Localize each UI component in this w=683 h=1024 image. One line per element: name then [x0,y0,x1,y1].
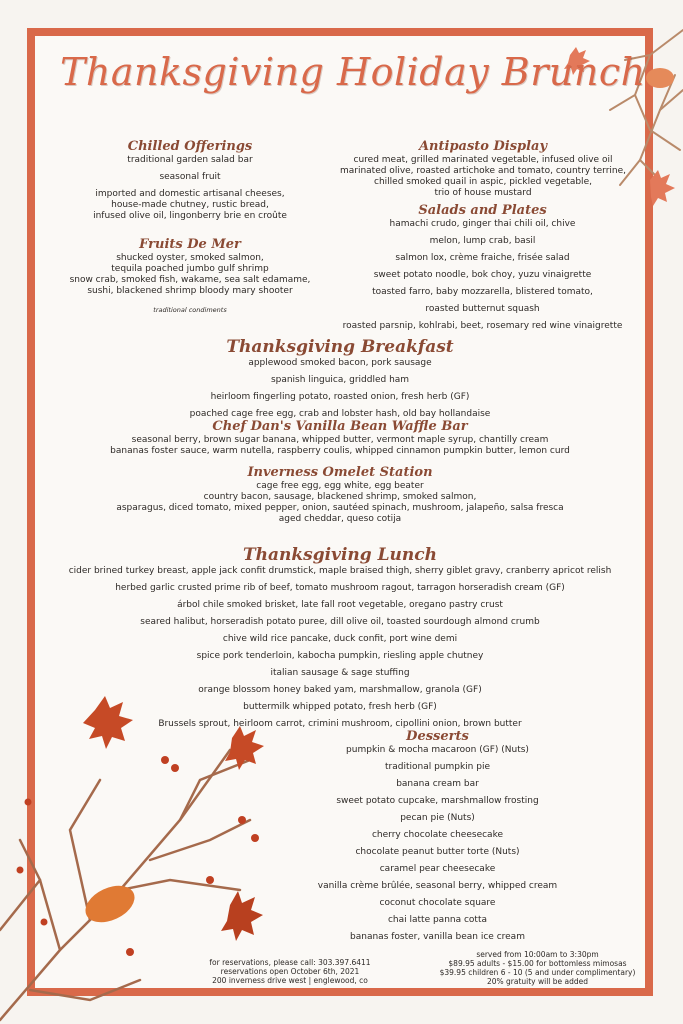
menu-item: seared halibut, horseradish potato puree, dill olive oil, toasted sourdough almond crumb [140,617,540,627]
menu-item: salmon lox, crème fraiche, frisée salad [395,253,570,263]
section-heading: Thanksgiving Lunch [243,545,437,565]
menu-item: poached cage free egg, crab and lobster hash, old bay hollandaise [189,409,491,419]
menu-item: pecan pie (Nuts) [400,813,475,823]
menu-item: roasted butternut squash [425,304,540,314]
menu-item: cider brined turkey breast, apple jack confit drumstick, maple braised thigh, sherry giblet gravy, cranberry apricot relish [68,566,612,576]
section-heading: Fruits De Mer [139,237,241,252]
menu-item: shucked oyster, smoked salmon, [116,253,264,263]
menu-item: roasted parsnip, kohlrabi, beet, rosemary red wine vinaigrette [342,321,623,331]
menu-item: pumpkin & mocha macaroon (GF) (Nuts) [346,745,529,755]
menu-item: traditional garden salad bar [127,155,253,165]
menu-item: hamachi crudo, ginger thai chili oil, chive [389,219,576,229]
section-heading: Inverness Omelet Station [247,465,433,480]
footer-line: $39.95 children 6 - 10 (5 and under complimentary) [439,968,636,977]
menu-item: chai latte panna cotta [387,915,488,925]
menu-item: trio of house mustard [434,188,532,198]
section-heading: Antipasto Display [418,139,548,154]
footer-line: 200 inverness drive west | englewood, co [212,976,368,985]
menu-item: snow crab, smoked fish, wakame, sea salt edamame, [69,275,311,285]
menu-item: seasonal fruit [159,172,221,182]
omelet-station-section [90,464,590,525]
menu-item: sushi, blackened shrimp bloody mary shooter [87,286,293,296]
lunch-section [45,544,635,730]
menu-item: italian sausage & sage stuffing [270,668,410,678]
menu-item: chocolate peanut butter torte (Nuts) [355,847,520,857]
menu-item: orange blossom honey baked yam, marshmallow, granola (GF) [198,685,482,695]
menu-item: spanish linguica, griddled ham [270,375,410,385]
reservation-info [195,958,385,985]
maple-leaf-icon [221,891,263,941]
menu-item: tequila poached jumbo gulf shrimp [111,264,269,274]
section-heading: Thanksgiving Breakfast [226,337,454,357]
menu-item: aged cheddar, queso cotija [278,514,402,524]
menu-item: árbol chile smoked brisket, late fall root vegetable, oregano pastry crust [177,600,503,610]
menu-item: house-made chutney, rustic bread, [111,200,269,210]
menu-item: caramel pear cheesecake [379,864,496,874]
menu-note: traditional condiments [153,306,227,314]
menu-item: toasted farro, baby mozzarella, blistered tomato, [372,287,593,297]
footer-line: served from 10:00am to 3:30pm [476,950,599,959]
menu-item: spice pork tenderloin, kabocha pumpkin, riesling apple chutney [196,651,484,661]
menu-item: vanilla crème brûlée, seasonal berry, whipped cream [317,881,558,891]
antipasto-display-section [338,138,628,199]
waffle-bar-section [90,418,590,457]
section-heading: Chilled Offerings [127,139,253,154]
menu-item: melon, lump crab, basil [429,236,536,246]
chilled-offerings-section [70,138,310,222]
menu-item: bananas foster sauce, warm nutella, raspberry coulis, whipped cinnamon pumpkin butter, lemon curd [110,446,570,456]
pricing-info [430,950,645,986]
menu-item: traditional pumpkin pie [385,762,490,772]
menu-item: infused olive oil, lingonberry brie en croûte [93,211,287,221]
page-title: Thanksgiving Holiday Brunch [60,50,646,94]
menu-item: cage free egg, egg white, egg beater [256,481,424,491]
footer-line: for reservations, please call: 303.397.6411 [209,958,371,967]
menu-item: marinated olive, roasted artichoke and tomato, country terrine, [339,166,627,176]
menu-item: sweet potato noodle, bok choy, yuzu vinaigrette [373,270,592,280]
menu-item: asparagus, diced tomato, mixed pepper, onion, sautéed spinach, mushroom, jalapeño, salsa fresca [116,503,564,513]
menu-item: chive wild rice pancake, duck confit, port wine demi [222,634,458,644]
section-heading: Salads and Plates [418,203,547,218]
footer-line: reservations open October 6th, 2021 [220,967,360,976]
fruits-de-mer-section [60,236,320,316]
menu-item: banana cream bar [396,779,479,789]
desserts-section [290,728,585,943]
menu-item: buttermilk whipped potato, fresh herb (GF) [243,702,437,712]
menu-item: applewood smoked bacon, pork sausage [248,358,432,368]
breakfast-section [140,336,540,420]
menu-item: country bacon, sausage, blackened shrimp, smoked salmon, [203,492,477,502]
menu-item: cherry chocolate cheesecake [371,830,504,840]
menu-item: imported and domestic artisanal cheeses, [95,189,285,199]
menu-item: herbed garlic crusted prime rib of beef, tomato mushroom ragout, tarragon horseradish cream (GF) [115,583,565,593]
menu-item: coconut chocolate square [379,898,496,908]
menu-item: cured meat, grilled marinated vegetable, infused olive oil [353,155,613,165]
menu-item: seasonal berry, brown sugar banana, whipped butter, vermont maple syrup, chantilly cream [131,435,549,445]
menu-item: chilled smoked quail in aspic, pickled vegetable, [374,177,592,187]
menu-item: Brussels sprout, heirloom carrot, crimini mushroom, cipollini onion, brown butter [158,719,522,729]
menu-item: bananas foster, vanilla bean ice cream [350,932,525,942]
salads-plates-section [335,202,630,332]
section-heading: Chef Dan's Vanilla Bean Waffle Bar [212,419,468,434]
section-heading: Desserts [406,729,469,744]
menu-item: heirloom fingerling potato, roasted onion, fresh herb (GF) [210,392,470,402]
menu-item: sweet potato cupcake, marshmallow frosting [336,796,539,806]
footer-line: $89.95 adults - $15.00 for bottomless mimosas [448,959,627,968]
footer-line: 20% gratuity will be added [486,977,589,986]
